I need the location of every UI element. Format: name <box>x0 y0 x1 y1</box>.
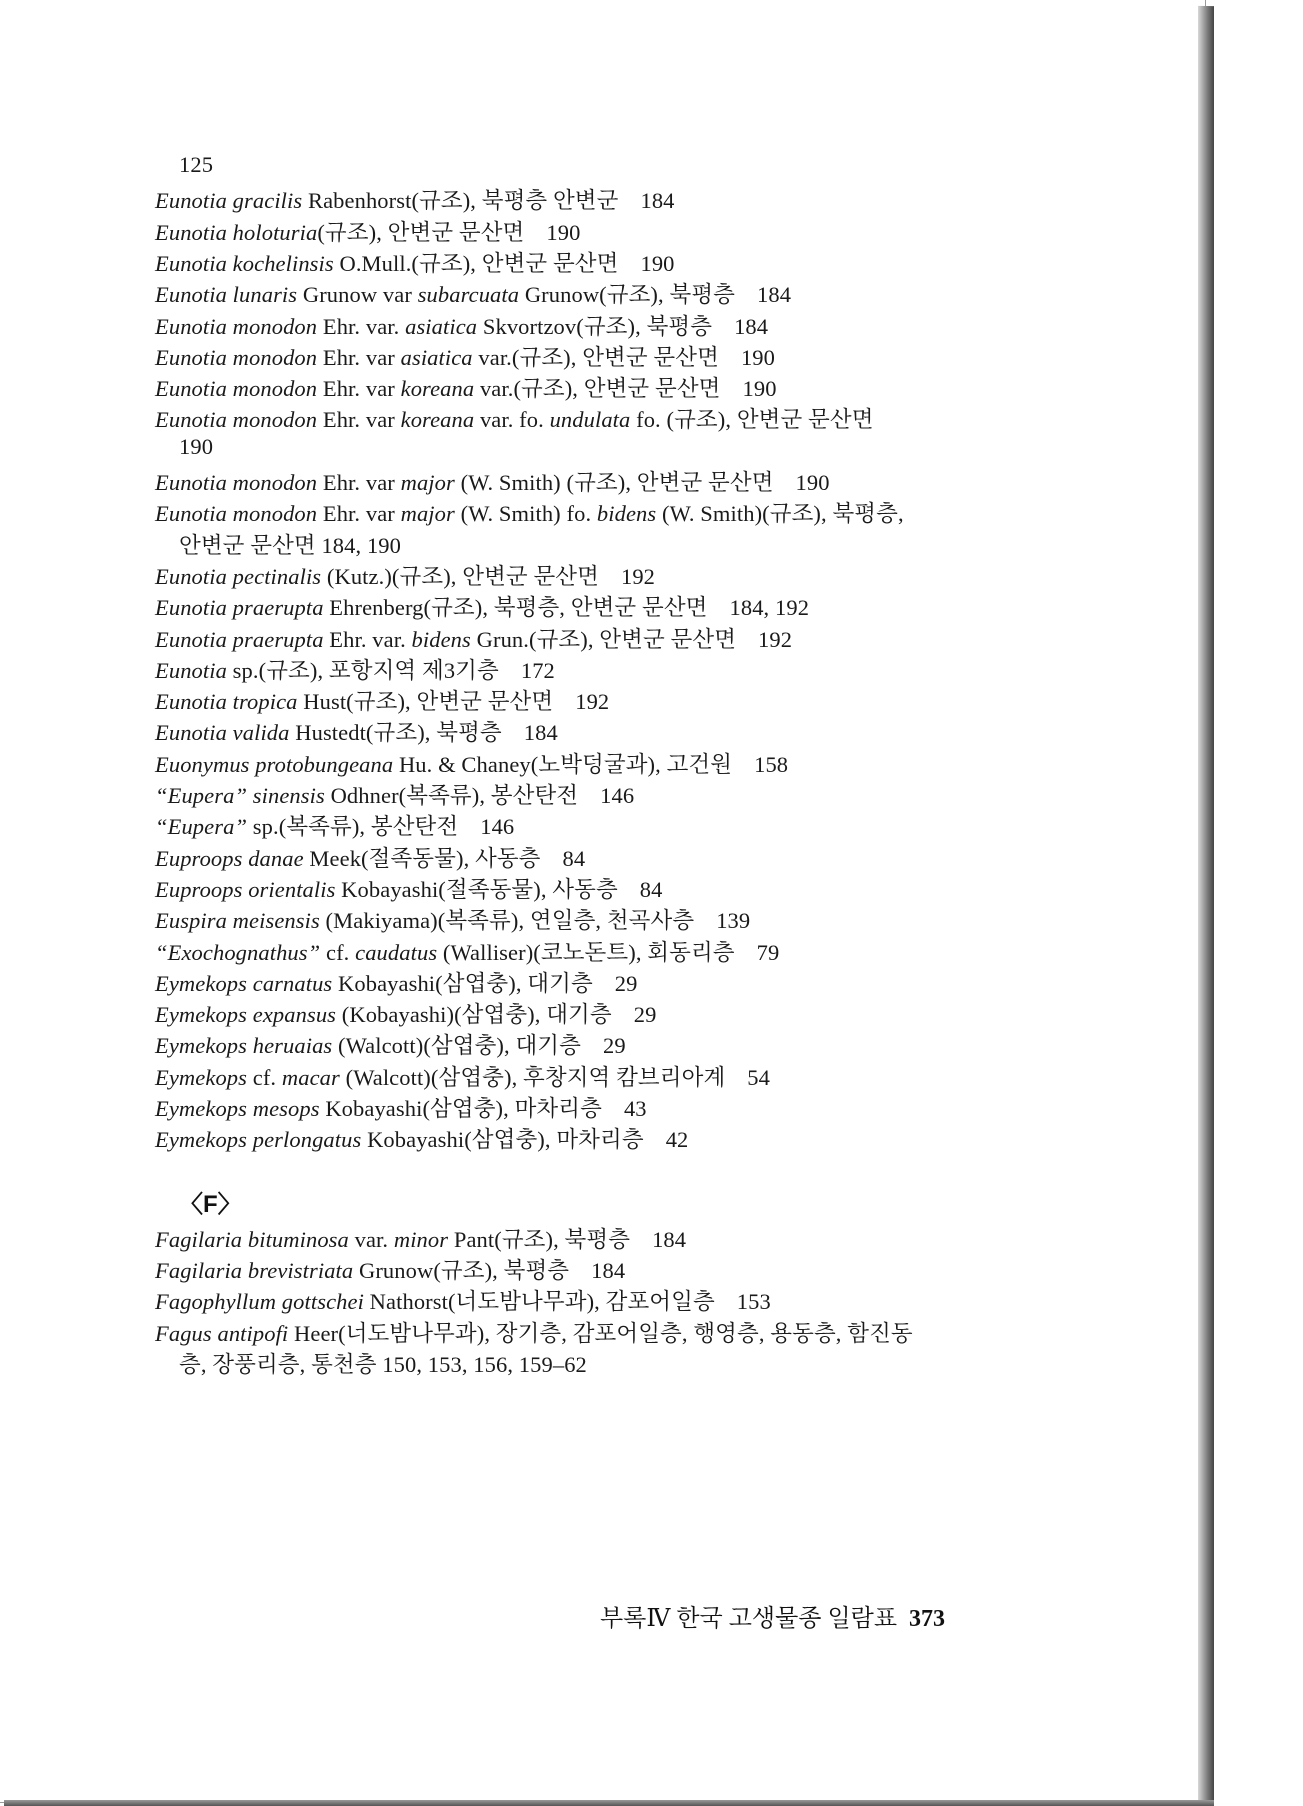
scientific-name: major <box>400 501 455 527</box>
scientific-name: Euproops danae <box>155 845 304 871</box>
entry-detail: var.(규조), 안변군 문산면 <box>472 344 719 370</box>
page-reference: 184 <box>591 1257 626 1283</box>
index-entry <box>155 1284 771 1316</box>
entry-detail: Ehr. var <box>317 501 401 527</box>
index-entry <box>155 371 777 403</box>
page-reference: 139 <box>716 908 751 934</box>
page-reference: 184 <box>757 282 792 308</box>
scientific-name: Eunotia monodon <box>155 376 318 402</box>
scientific-name: Eunotia praerupta <box>155 626 324 652</box>
index-entry <box>155 402 874 434</box>
page-number: 373 <box>909 1606 945 1632</box>
index-entry <box>155 246 675 278</box>
entry-detail: Hu. & Chaney(노박덩굴과), 고건원 <box>393 751 733 777</box>
page-reference: 153 <box>736 1289 771 1315</box>
page-reference: 190 <box>640 250 675 276</box>
page-reference: 29 <box>614 970 638 996</box>
index-entry <box>155 1028 626 1060</box>
entry-detail: var. fo. <box>474 407 550 433</box>
page-reference: 184 <box>523 720 558 746</box>
scientific-name: “Exochognathus” <box>155 939 321 965</box>
scientific-name: Eunotia tropica <box>155 689 298 715</box>
entry-text: 125 <box>179 152 214 177</box>
scientific-name: Eunotia gracilis <box>155 188 303 214</box>
index-entry <box>155 340 775 372</box>
entry-text: 190 <box>179 433 214 459</box>
scientific-name: Eunotia praerupta <box>155 595 324 621</box>
entry-detail: Kobayashi(삼엽충), 마차리층 <box>361 1127 644 1153</box>
entry-detail: cf. <box>320 939 356 965</box>
index-entry <box>155 872 663 904</box>
entry-text: 안변군 문산면 184, 190 <box>179 532 402 558</box>
entry-detail: (W. Smith)(규조), 북평층, <box>656 501 904 527</box>
index-entry <box>155 1122 688 1154</box>
page-reference: 172 <box>520 657 555 683</box>
scientific-name: Eunotia monodon <box>155 501 318 527</box>
scientific-name: koreana <box>400 376 475 402</box>
index-entry <box>155 183 675 215</box>
scientific-name: minor <box>393 1226 449 1252</box>
index-entry <box>155 590 809 622</box>
page-reference: 146 <box>480 814 515 840</box>
scientific-name: Eunotia kochelinsis <box>155 250 334 276</box>
scientific-name: major <box>400 470 455 495</box>
page-reference: 184 <box>640 188 675 214</box>
index-entry <box>155 559 655 591</box>
page-reference: 158 <box>754 751 789 777</box>
page-reference: 84 <box>562 845 586 871</box>
index-entry <box>179 434 213 460</box>
scientific-name: Eymekops carnatus <box>155 970 333 996</box>
scientific-name: “Eupera” sinensis <box>155 783 325 808</box>
entry-text: 층, 장풍리층, 통천층 150, 153, 156, 159–62 <box>179 1351 587 1377</box>
entry-detail: Grun.(규조), 안변군 문산면 <box>470 626 737 652</box>
entry-detail: (Kutz.)(규조), 안변군 문산면 <box>321 563 599 589</box>
entry-detail: (규조), 안변군 문산면 <box>317 219 525 245</box>
entry-detail: Ehr. var <box>317 344 401 370</box>
page-reference: 190 <box>795 470 830 495</box>
scientific-name: caudatus <box>355 939 438 965</box>
scientific-name: Euspira meisensis <box>155 908 320 934</box>
entry-detail: Grunow var <box>297 282 418 308</box>
index-entry <box>155 1060 770 1092</box>
index-entry <box>155 778 634 810</box>
scientific-name: Eymekops <box>155 1064 248 1090</box>
entry-detail: Kobayashi(삼엽충), 대기층 <box>332 970 593 996</box>
scientific-name: Eunotia monodon <box>155 344 318 370</box>
scientific-name: Eunotia monodon <box>155 313 318 339</box>
page-reference: 190 <box>742 376 777 402</box>
scientific-name: asiatica <box>405 313 478 339</box>
entry-detail: Kobayashi(삼엽충), 마차리층 <box>319 1096 602 1121</box>
index-entry <box>155 966 638 998</box>
entry-detail: Rabenhorst(규조), 북평층 안변군 <box>302 188 619 214</box>
scientific-name: Eunotia valida <box>155 720 290 746</box>
page-reference: 146 <box>600 783 635 808</box>
index-entry <box>155 809 514 841</box>
entry-detail: Nathorst(너도밤나무과), 감포어일층 <box>363 1289 715 1315</box>
scientific-name: Fagilaria brevistriata <box>155 1257 354 1283</box>
entry-detail: sp.(복족류), 봉산탄전 <box>247 814 459 840</box>
scientific-name: bidens <box>411 626 471 652</box>
index-entry <box>179 1347 587 1379</box>
scientific-name: Euproops orientalis <box>155 876 336 902</box>
entry-detail: Meek(절족동물), 사동층 <box>303 845 541 871</box>
index-entry <box>155 622 792 654</box>
scientific-name: Euonymus protobungeana <box>155 751 394 777</box>
index-entry <box>155 277 791 309</box>
page-reference: 192 <box>620 563 656 589</box>
scientific-name: Eunotia monodon <box>155 407 318 433</box>
entry-detail: Ehrenberg(규조), 북평층, 안변군 문산면 <box>323 595 708 621</box>
scientific-name: Fagophyllum gottschei <box>155 1289 364 1315</box>
scientific-name: Eunotia lunaris <box>155 282 298 308</box>
scientific-name: Fagus antipofi <box>155 1320 289 1346</box>
scientific-name: bidens <box>596 501 657 527</box>
scientific-name: Fagilaria bituminosa <box>155 1226 349 1252</box>
entry-detail: Kobayashi(절족동물), 사동층 <box>335 876 618 902</box>
entry-detail: Hust(규조), 안변군 문산면 <box>297 689 554 715</box>
page-reference: 84 <box>639 876 663 902</box>
entry-detail: (Walcott)(삼엽충), 대기층 <box>332 1033 581 1059</box>
page-reference: 42 <box>665 1127 689 1153</box>
page-reference: 190 <box>740 344 775 370</box>
entry-detail: O.Mull.(규조), 안변군 문산면 <box>333 250 619 276</box>
page-bottom-shadow <box>4 1800 1214 1806</box>
scientific-name: koreana <box>400 407 475 433</box>
page-reference: 184 <box>652 1226 687 1252</box>
footer-label: 부록Ⅳ 한국 고생물종 일람표 <box>600 1606 897 1632</box>
entry-detail: Skvortzov(규조), 북평층 <box>477 313 713 339</box>
entry-detail: (Makiyama)(복족류), 연일층, 천곡사층 <box>319 908 695 934</box>
entry-detail: Grunow(규조), 북평층 <box>519 282 735 308</box>
entry-detail: Ehr. var <box>317 407 401 433</box>
entry-detail: Ehr. var <box>317 376 401 402</box>
scientific-name: Eymekops heruaias <box>155 1033 333 1059</box>
entry-detail: fo. (규조), 안변군 문산면 <box>630 407 874 433</box>
page-reference: 54 <box>747 1064 770 1090</box>
entry-detail: (Walcott)(삼엽충), 후창지역 캄브리아계 <box>339 1064 726 1090</box>
entry-detail: Ehr. var. <box>323 626 412 652</box>
scientific-name: Eunotia monodon <box>155 470 318 495</box>
running-footer <box>600 1598 945 1633</box>
entry-detail: Heer(너도밤나무과), 장기층, 감포어일층, 행영층, 용동층, 함진동 <box>288 1320 913 1346</box>
entry-detail: cf. <box>247 1064 282 1090</box>
page-reference: 192 <box>575 689 610 715</box>
page-reference: 29 <box>633 1002 657 1028</box>
index-entry <box>155 1316 913 1348</box>
scientific-name: Eunotia holoturia <box>155 219 318 245</box>
index-entry <box>155 1253 625 1285</box>
page-edge-shadow <box>1198 6 1214 1806</box>
entry-detail: (W. Smith) (규조), 안변군 문산면 <box>454 470 774 495</box>
index-entry <box>155 747 788 779</box>
entry-detail: Odhner(복족류), 봉산탄전 <box>324 783 579 808</box>
index-entry <box>155 935 779 967</box>
page-reference: 192 <box>758 626 793 652</box>
entry-detail: (W. Smith) fo. <box>454 501 597 527</box>
scientific-name: asiatica <box>400 344 473 370</box>
index-entry <box>155 841 585 873</box>
index-entry <box>155 309 768 341</box>
scientific-name: Eunotia pectinalis <box>155 563 322 589</box>
scientific-name: Eymekops perlongatus <box>155 1127 362 1153</box>
entry-detail: Pant(규조), 북평층 <box>448 1226 631 1252</box>
index-entry <box>179 528 401 560</box>
entry-detail: (Walliser)(코노돈트), 회동리층 <box>437 939 735 965</box>
index-entry <box>155 903 750 935</box>
index-entry <box>155 1222 686 1254</box>
index-entry <box>179 152 213 178</box>
page-reference: 184 <box>734 313 769 339</box>
index-entry <box>155 653 555 685</box>
entry-detail: sp.(규조), 포항지역 제3기층 <box>226 657 499 683</box>
page-reference: 184, 192 <box>729 595 810 621</box>
index-entry <box>155 997 656 1029</box>
scientific-name: Eymekops expansus <box>155 1002 337 1028</box>
scientific-name: subarcuata <box>417 282 520 308</box>
entry-detail: Ehr. var. <box>317 313 406 339</box>
entry-detail: Grunow(규조), 북평층 <box>353 1257 570 1283</box>
index-entry <box>155 465 830 497</box>
entry-detail: Hustedt(규조), 북평층 <box>289 720 502 746</box>
index-entry <box>155 215 580 247</box>
entry-detail: var.(규조), 안변군 문산면 <box>474 376 721 402</box>
page-reference: 79 <box>756 939 780 965</box>
entry-detail: (Kobayashi)(삼엽충), 대기층 <box>336 1002 612 1028</box>
entry-detail: var. <box>348 1226 394 1252</box>
scientific-name: undulata <box>549 407 631 433</box>
scientific-name: “Eupera” <box>155 814 248 840</box>
index-entry <box>155 1091 647 1123</box>
page-reference: 43 <box>623 1096 647 1121</box>
index-entry <box>155 684 609 716</box>
entry-detail: Ehr. var <box>317 470 401 495</box>
index-entry <box>155 496 904 528</box>
scientific-name: Eunotia <box>155 657 227 683</box>
page-reference: 190 <box>546 219 581 245</box>
scientific-name: Eymekops mesops <box>155 1096 320 1121</box>
section-heading-f: 〈F〉 <box>179 1190 242 1218</box>
index-entry <box>155 715 558 747</box>
scientific-name: macar <box>281 1064 340 1090</box>
page-reference: 29 <box>602 1033 626 1059</box>
